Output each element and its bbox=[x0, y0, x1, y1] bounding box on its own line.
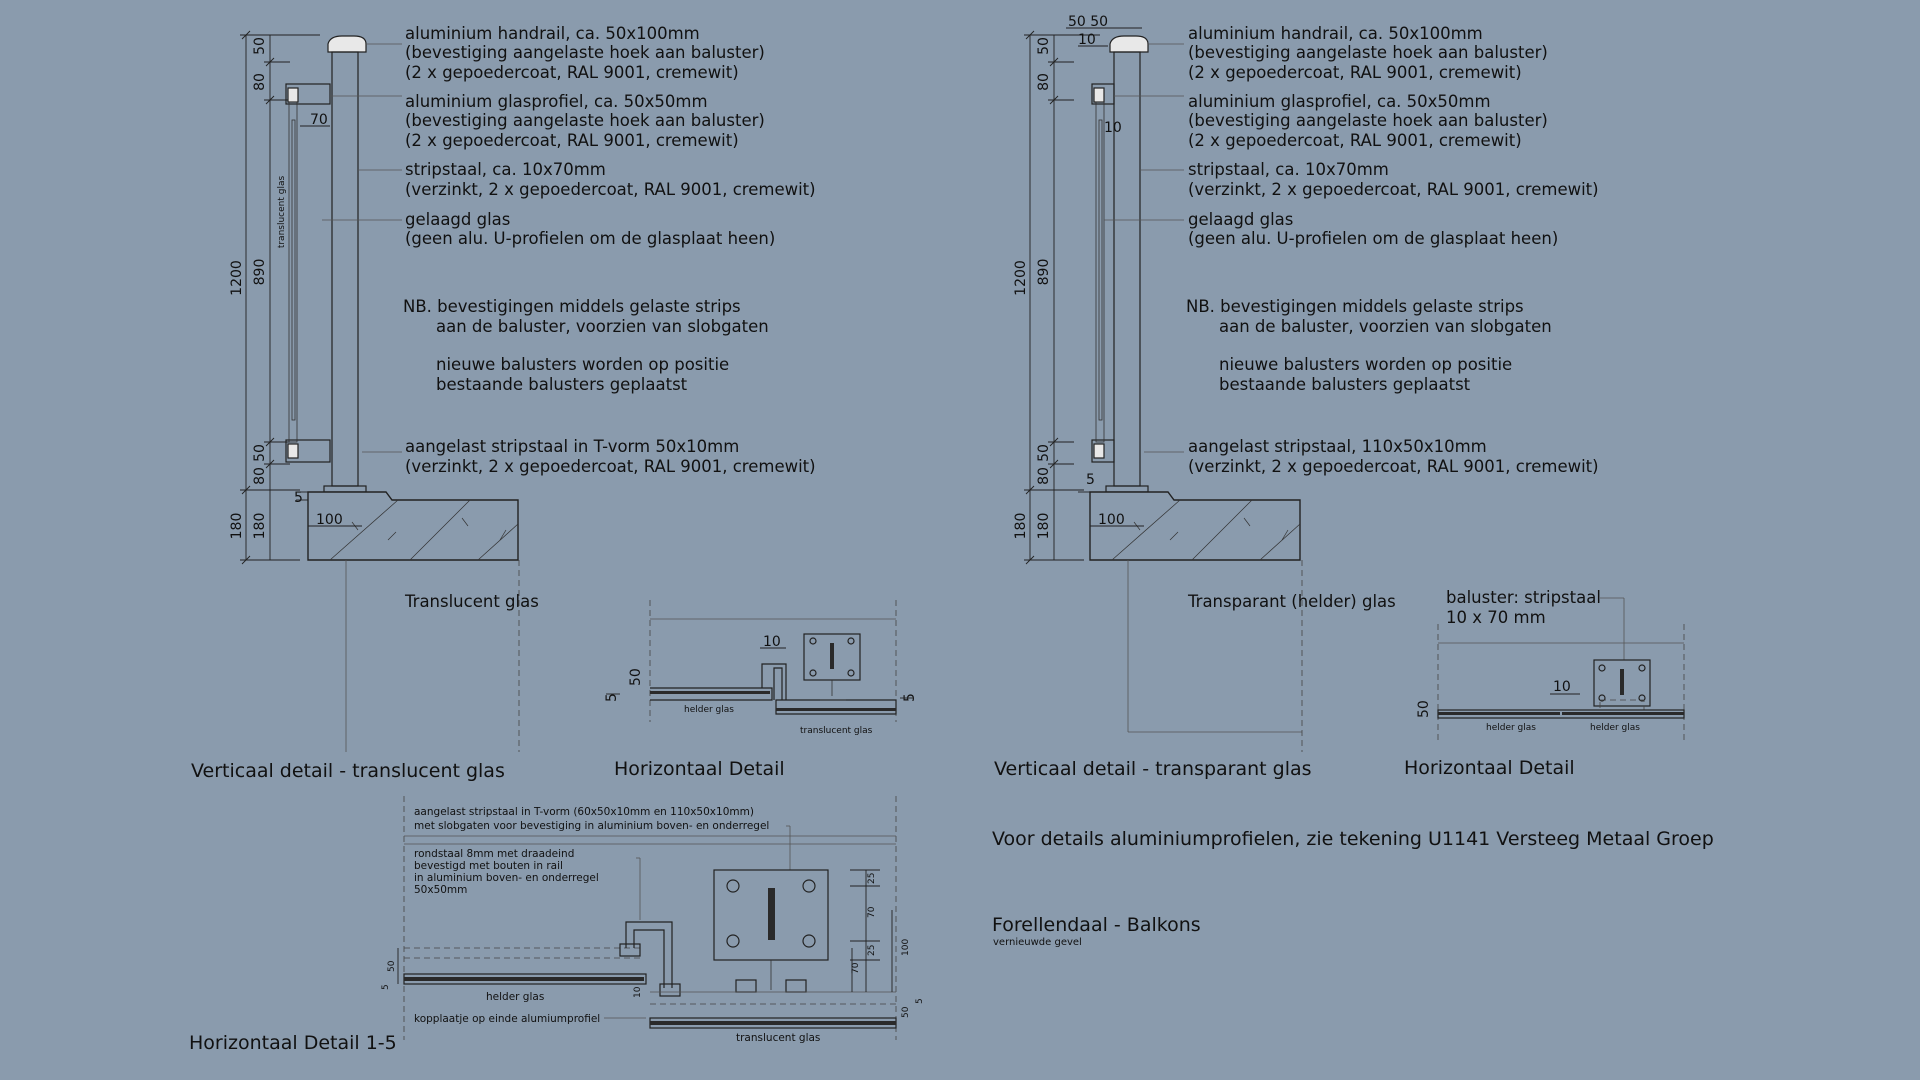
dim-5-left: 5 bbox=[604, 693, 620, 702]
label-baluster: baluster: stripstaal bbox=[1446, 588, 1601, 607]
dim-5: 5 bbox=[1086, 472, 1095, 488]
label-handrail: aluminium handrail, ca. 50x100mm bbox=[405, 24, 700, 43]
note-regel: in aluminium boven- en onderregel bbox=[414, 872, 599, 884]
caption-right-horizontal: Horizontaal Detail bbox=[1404, 757, 1575, 779]
dim-25-bottom: 25 bbox=[867, 944, 877, 956]
reference-note: Voor details aluminiumprofielen, zie tekening U1141 Versteeg Metaal Groep bbox=[992, 828, 1714, 850]
glass-pane bbox=[289, 102, 297, 442]
label-nb-3: nieuwe balusters worden op positie bbox=[1219, 355, 1513, 374]
handrail-cap bbox=[328, 36, 366, 52]
dim-50-top: 50 bbox=[252, 37, 268, 55]
label-nb-2: aan de baluster, voorzien van slobgaten bbox=[1219, 317, 1552, 336]
dim-5-left: 5 bbox=[381, 984, 391, 990]
dim-10: 10 bbox=[1553, 679, 1571, 695]
dim-5-right: 5 bbox=[902, 693, 918, 702]
dim-180-inner: 180 bbox=[1036, 512, 1052, 540]
label-glass-type: Translucent glas bbox=[405, 592, 539, 611]
label-geen-u-profielen: (geen alu. U-profielen om de glasplaat heen) bbox=[405, 229, 776, 248]
label-geen-u-profielen: (geen alu. U-profielen om de glasplaat heen) bbox=[1188, 229, 1559, 248]
label-helder-glas: helder glas bbox=[486, 991, 545, 1003]
label-glass-profile-fixing: (bevestiging aangelaste hoek aan baluster) bbox=[1188, 111, 1548, 130]
note-50x50: 50x50mm bbox=[414, 884, 468, 896]
dim-25-top: 25 bbox=[867, 872, 877, 884]
label-helder-glas-b: helder glas bbox=[1590, 723, 1640, 733]
dim-50-50: 50 50 bbox=[1068, 14, 1109, 30]
label-helder-glas-a: helder glas bbox=[1486, 723, 1536, 733]
label-helder-glas: helder glas bbox=[684, 705, 734, 715]
dim-100: 100 bbox=[901, 938, 911, 956]
caption-left-horizontal: Horizontaal Detail bbox=[614, 758, 785, 780]
dim-80-bottom: 80 bbox=[1036, 467, 1052, 485]
glass-pane bbox=[1096, 102, 1104, 442]
right-horizontal-detail bbox=[1404, 588, 1684, 779]
note-rondstaal: rondstaal 8mm met draadeind bbox=[414, 848, 575, 860]
label-glass-profile-coating: (2 x gepoedercoat, RAL 9001, cremewit) bbox=[1188, 131, 1522, 150]
label-translucent-glas: translucent glas bbox=[800, 726, 873, 736]
caption-right-vertical: Verticaal detail - transparant glas bbox=[994, 758, 1312, 780]
label-nb-2: aan de baluster, voorzien van slobgaten bbox=[436, 317, 769, 336]
label-translucent-glas: translucent glas bbox=[736, 1032, 821, 1044]
dim-180-inner: 180 bbox=[252, 512, 268, 540]
label-nb-1: NB. bevestigingen middels gelaste strips bbox=[403, 297, 741, 316]
dim-50-bottom: 50 bbox=[1036, 444, 1052, 462]
label-t-vorm-coating: (verzinkt, 2 x gepoedercoat, RAL 9001, cremewit) bbox=[405, 457, 816, 476]
dim-80-bottom: 80 bbox=[252, 467, 268, 485]
project-name: Forellendaal - Balkons bbox=[992, 914, 1201, 936]
dim-180-outer: 180 bbox=[229, 512, 245, 540]
dim-50-top: 50 bbox=[1036, 37, 1052, 55]
right-vertical-detail bbox=[994, 14, 1599, 780]
dim-80-top: 80 bbox=[252, 73, 268, 91]
dim-100: 100 bbox=[316, 512, 343, 528]
dim-180-outer: 180 bbox=[1013, 512, 1029, 540]
dim-10: 10 bbox=[633, 986, 643, 998]
label-glass-profile: aluminium glasprofiel, ca. 50x50mm bbox=[405, 92, 708, 111]
left-vertical-detail bbox=[191, 24, 816, 782]
label-handrail-fixing: (bevestiging aangelaste hoek aan baluster) bbox=[1188, 43, 1548, 62]
left-horizontal-detail bbox=[604, 600, 918, 780]
dim-50-right: 50 bbox=[901, 1006, 911, 1018]
dim-50-bottom: 50 bbox=[252, 444, 268, 462]
label-glass-profile-coating: (2 x gepoedercoat, RAL 9001, cremewit) bbox=[405, 131, 739, 150]
label-gelaagd-glas: gelaagd glas bbox=[405, 210, 511, 229]
label-stripstaal: stripstaal, ca. 10x70mm bbox=[1188, 160, 1389, 179]
dim-5: 5 bbox=[294, 490, 303, 506]
bottom-horizontal-detail bbox=[189, 796, 925, 1054]
label-glass-profile-fixing: (bevestiging aangelaste hoek aan baluster) bbox=[405, 111, 765, 130]
dim-50: 50 bbox=[628, 668, 644, 686]
dim-50-left: 50 bbox=[387, 960, 397, 972]
dim-890: 890 bbox=[1036, 258, 1052, 286]
label-stripstaal: stripstaal, ca. 10x70mm bbox=[405, 160, 606, 179]
label-kopplaatje: kopplaatje op einde alumiumprofiel bbox=[414, 1013, 601, 1025]
baluster bbox=[1114, 52, 1140, 486]
note-t-vorm: aangelast stripstaal in T-vorm (60x50x10mm en 110x50x10mm) bbox=[414, 806, 754, 818]
dim-70-rod: 70 bbox=[851, 962, 861, 974]
label-nb-4: bestaande balusters geplaatst bbox=[1219, 375, 1471, 394]
label-gelaagd-glas: gelaagd glas bbox=[1188, 210, 1294, 229]
label-stripstaal-coating: (verzinkt, 2 x gepoedercoat, RAL 9001, cremewit) bbox=[405, 180, 816, 199]
dim-80-top: 80 bbox=[1036, 73, 1052, 91]
dim-50: 50 bbox=[1416, 700, 1432, 718]
dim-1200: 1200 bbox=[1013, 260, 1029, 296]
note-slobgaten: met slobgaten voor bevestiging in aluminium boven- en onderregel bbox=[414, 820, 770, 832]
dim-10-top: 10 bbox=[1078, 32, 1096, 48]
dim-5-right: 5 bbox=[915, 998, 925, 1004]
note-bouten: bevestigd met bouten in rail bbox=[414, 860, 563, 872]
baluster bbox=[332, 52, 358, 486]
label-nb-3: nieuwe balusters worden op positie bbox=[436, 355, 730, 374]
caption-bottom-horizontal: Horizontaal Detail 1-5 bbox=[189, 1032, 397, 1054]
handrail-cap bbox=[1110, 36, 1148, 52]
caption-left-vertical: Verticaal detail - translucent glas bbox=[191, 760, 505, 782]
dim-70-plate: 70 bbox=[867, 906, 877, 918]
dim-100: 100 bbox=[1098, 512, 1125, 528]
label-stripstaal-110: aangelast stripstaal, 110x50x10mm bbox=[1188, 437, 1487, 456]
label-handrail: aluminium handrail, ca. 50x100mm bbox=[1188, 24, 1483, 43]
label-glass-type: Transparant (helder) glas bbox=[1188, 592, 1396, 611]
label-nb-1: NB. bevestigingen middels gelaste strips bbox=[1186, 297, 1524, 316]
dim-70: 70 bbox=[310, 112, 328, 128]
label-handrail-coating: (2 x gepoedercoat, RAL 9001, cremewit) bbox=[1188, 63, 1522, 82]
dim-1200: 1200 bbox=[229, 260, 245, 296]
project-subtitle: vernieuwde gevel bbox=[993, 937, 1082, 948]
dim-10: 10 bbox=[763, 634, 781, 650]
dim-890: 890 bbox=[252, 258, 268, 286]
dim-10: 10 bbox=[1104, 120, 1122, 136]
label-nb-4: bestaande balusters geplaatst bbox=[436, 375, 688, 394]
label-stripstaal-110-coating: (verzinkt, 2 x gepoedercoat, RAL 9001, cremewit) bbox=[1188, 457, 1599, 476]
glass-label-rotated: translucent glas bbox=[277, 175, 287, 249]
label-handrail-coating: (2 x gepoedercoat, RAL 9001, cremewit) bbox=[405, 63, 739, 82]
label-stripstaal-coating: (verzinkt, 2 x gepoedercoat, RAL 9001, cremewit) bbox=[1188, 180, 1599, 199]
label-glass-profile: aluminium glasprofiel, ca. 50x50mm bbox=[1188, 92, 1491, 111]
label-t-vorm: aangelast stripstaal in T-vorm 50x10mm bbox=[405, 437, 740, 456]
label-baluster-size: 10 x 70 mm bbox=[1446, 608, 1546, 627]
label-handrail-fixing: (bevestiging aangelaste hoek aan baluster) bbox=[405, 43, 765, 62]
